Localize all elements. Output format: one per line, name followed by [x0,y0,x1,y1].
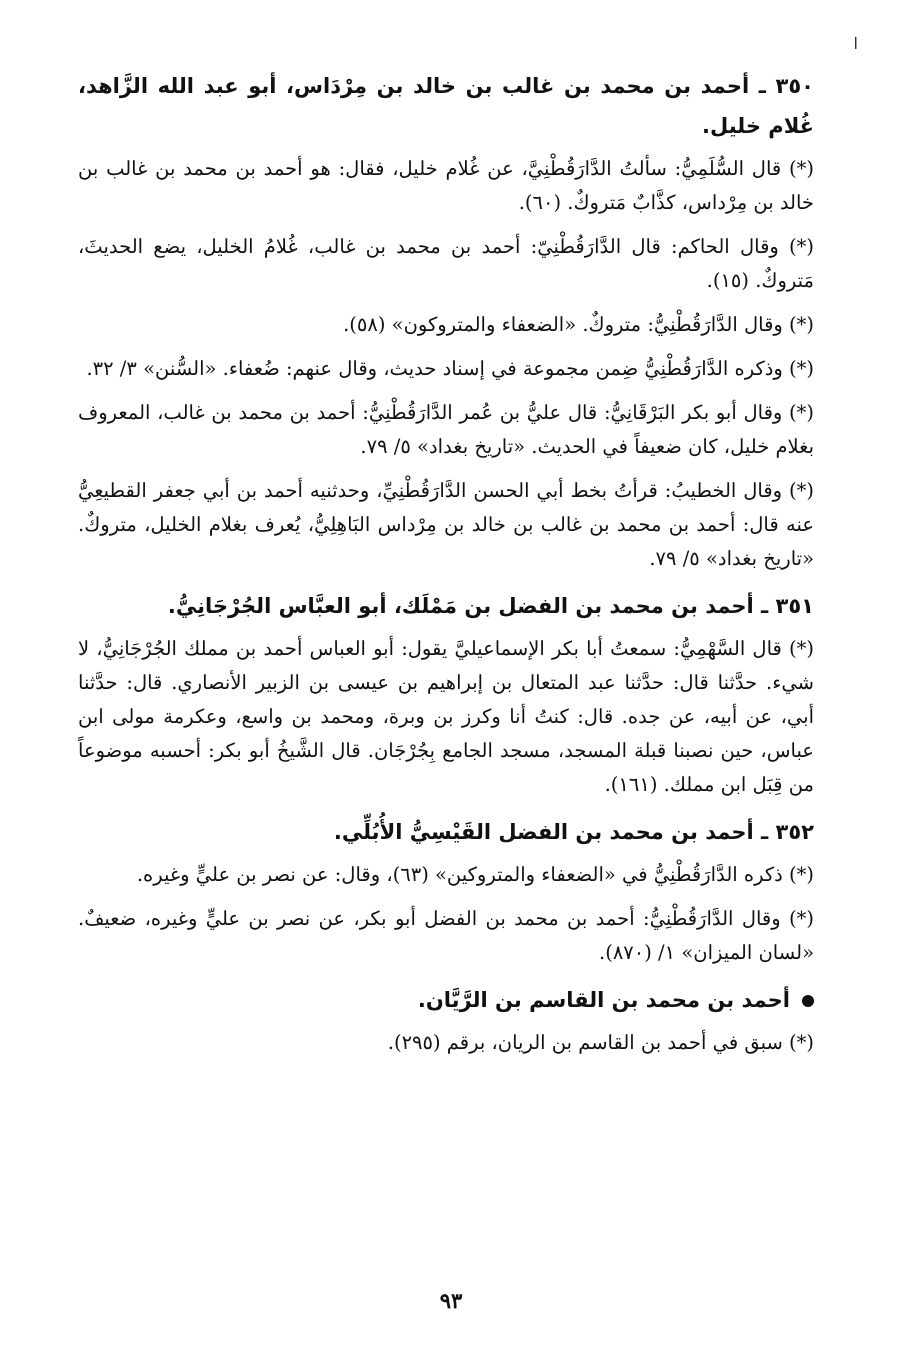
paragraph: (*) وقال الحاكم: قال الدَّارَقُطْنِيّ: أحمد بن محمد بن غالب، غُلامُ الخليل، يضع الحديثَ، مَتروكٌ. (١٥). [78,235,814,292]
paragraph: (*) وقال أبو بكر البَرْقَانِيُّ: قال عليُّ بن عُمر الدَّارَقُطْنِيُّ: أحمد بن محمد بن غالب، المعروف بغلام خليل، كان ضعيفاً في الحديث. «تاريخ بغداد» ٥/ ٧٩. [78,401,814,458]
paragraph: (*) قال السُّلَمِيُّ: سألتُ الدَّارَقُطْنِيَّ، عن غُلام خليل، فقال: هو أحمد بن محمد بن غالب بن خالد بن مِرْداس، كذَّابٌ مَتروكٌ. (٦٠). [78,157,814,214]
entry-title: ٣٥١ ـ أحمد بن محمد بن الفضل بن مَمْلَك، أبو العبَّاس الجُرْجَانِيُّ. [167,594,814,618]
paragraph: (*) قال السَّهْمِيُّ: سمعتُ أبا بكر الإسماعيليَّ يقول: أبو العباس أحمد بن مملك الجُرْجَانِيُّ، لا شيء. حدَّثنا قال: حدَّثنا عبد المتعال بن إبراهيم بن عيسى بن الزبير الأنصاري. قال: حدَّثنا أبي، عن أبيه، عن جده. قال: كنتُ أنا وكرز بن وبرة، ومحمد بن واسع، وعكرمة مولى ابن عباس، حين نصبنا قبلة المسجد، مسجد الجامع بِجُرْجَان. قال الشَّيخُ أبو بكر: أحسبه موضوعاً من قِبَل ابن مملك. (١٦١). [78,637,814,796]
entry-title-text: أحمد بن محمد بن القاسم بن الرَّيَّان. [417,988,790,1012]
paragraph: (*) وقال الدَّارَقُطْنِيُّ: متروكٌ. «الضعفاء والمتروكون» (٥٨). [343,313,814,336]
edge-mark: ا [853,34,858,53]
entry-350 [78,66,814,576]
bullet-icon [802,995,814,1007]
paragraph: (*) وقال الخطيبُ: قرأتُ بخط أبي الحسن الدَّارَقُطْنِيِّ، وحدثنيه أحمد بن أبي جعفر القطيعِيُّ عنه قال: أحمد بن محمد بن غالب بن خالد بن مِرْداس البَاهِلِيُّ، يُعرف بغلام الخليل، متروكٌ. «تاريخ بغداد» ٥/ ٧٩. [78,479,814,570]
paragraph: (*) ذكره الدَّارَقُطْنِيُّ في «الضعفاء والمتروكين» (٦٣)، وقال: عن نصر بن عليٍّ وغيره. [136,863,814,886]
entry-title [78,980,814,1020]
entry-352 [78,812,814,970]
paragraph: (*) وقال الدَّارَقُطْنِيُّ: أحمد بن محمد بن الفضل أبو بكر، عن نصر بن عليٍّ وغيره، ضعيفٌ. «لسان الميزان» ١/ (٨٧٠). [78,907,814,964]
page-number: ٩٣ [439,1288,463,1313]
paragraph: (*) سبق في أحمد بن القاسم بن الريان، برقم (٢٩٥). [387,1031,814,1054]
entry-351 [78,586,814,802]
paragraph: (*) وذكره الدَّارَقُطْنِيُّ ضِمن مجموعة في إسناد حديث، وقال عنهم: ضُعفاء. «السُّنن» ٣/ ٣٢. [86,357,814,380]
entry-cross-reference [78,980,814,1060]
entry-title: ٣٥٠ ـ أحمد بن محمد بن غالب بن خالد بن مِرْدَاس، أبو عبد الله الزَّاهد، غُلام خليل. [78,74,814,138]
entry-title: ٣٥٢ ـ أحمد بن محمد بن الفضل القَيْسِيُّ الأُبُلِّي. [333,820,814,844]
